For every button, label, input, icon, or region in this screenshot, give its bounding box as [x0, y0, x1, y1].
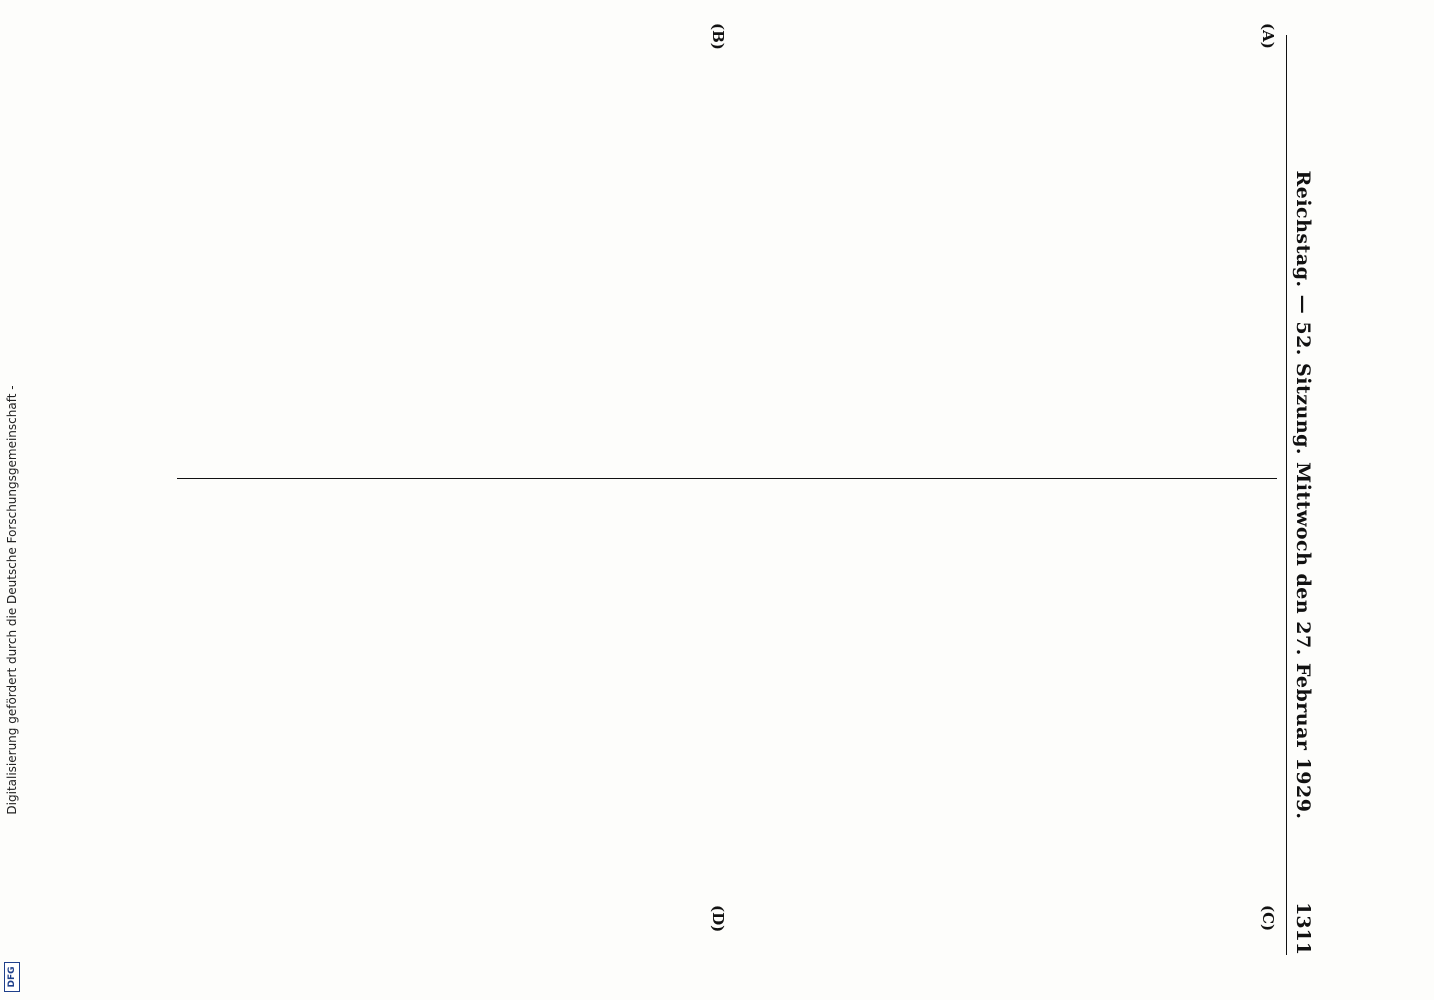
right-column-text [177, 493, 1277, 893]
dfg-logo [4, 962, 20, 992]
document-page [117, 15, 1317, 975]
margin-mark-d: (D) [709, 905, 727, 933]
left-column-text [177, 63, 1277, 463]
margin-mark-c: (C) [1259, 905, 1277, 932]
margin-mark-a: (A) [1259, 23, 1277, 49]
margin-mark-b: (B) [709, 23, 727, 50]
dfg-logo-text: DFG [7, 966, 17, 988]
column-divider [177, 478, 1277, 479]
funding-credit-text: Digitalisierung gefördert durch die Deutsche Forschungsgemeinschaft - [5, 385, 19, 815]
funding-credit [0, 0, 24, 1000]
running-header-title: Reichstag. — 52. Sitzung. Mittwoch den 27. Februar 1929. [1292, 170, 1314, 820]
page-number: 1311 [1292, 902, 1314, 955]
running-header [1286, 35, 1317, 955]
